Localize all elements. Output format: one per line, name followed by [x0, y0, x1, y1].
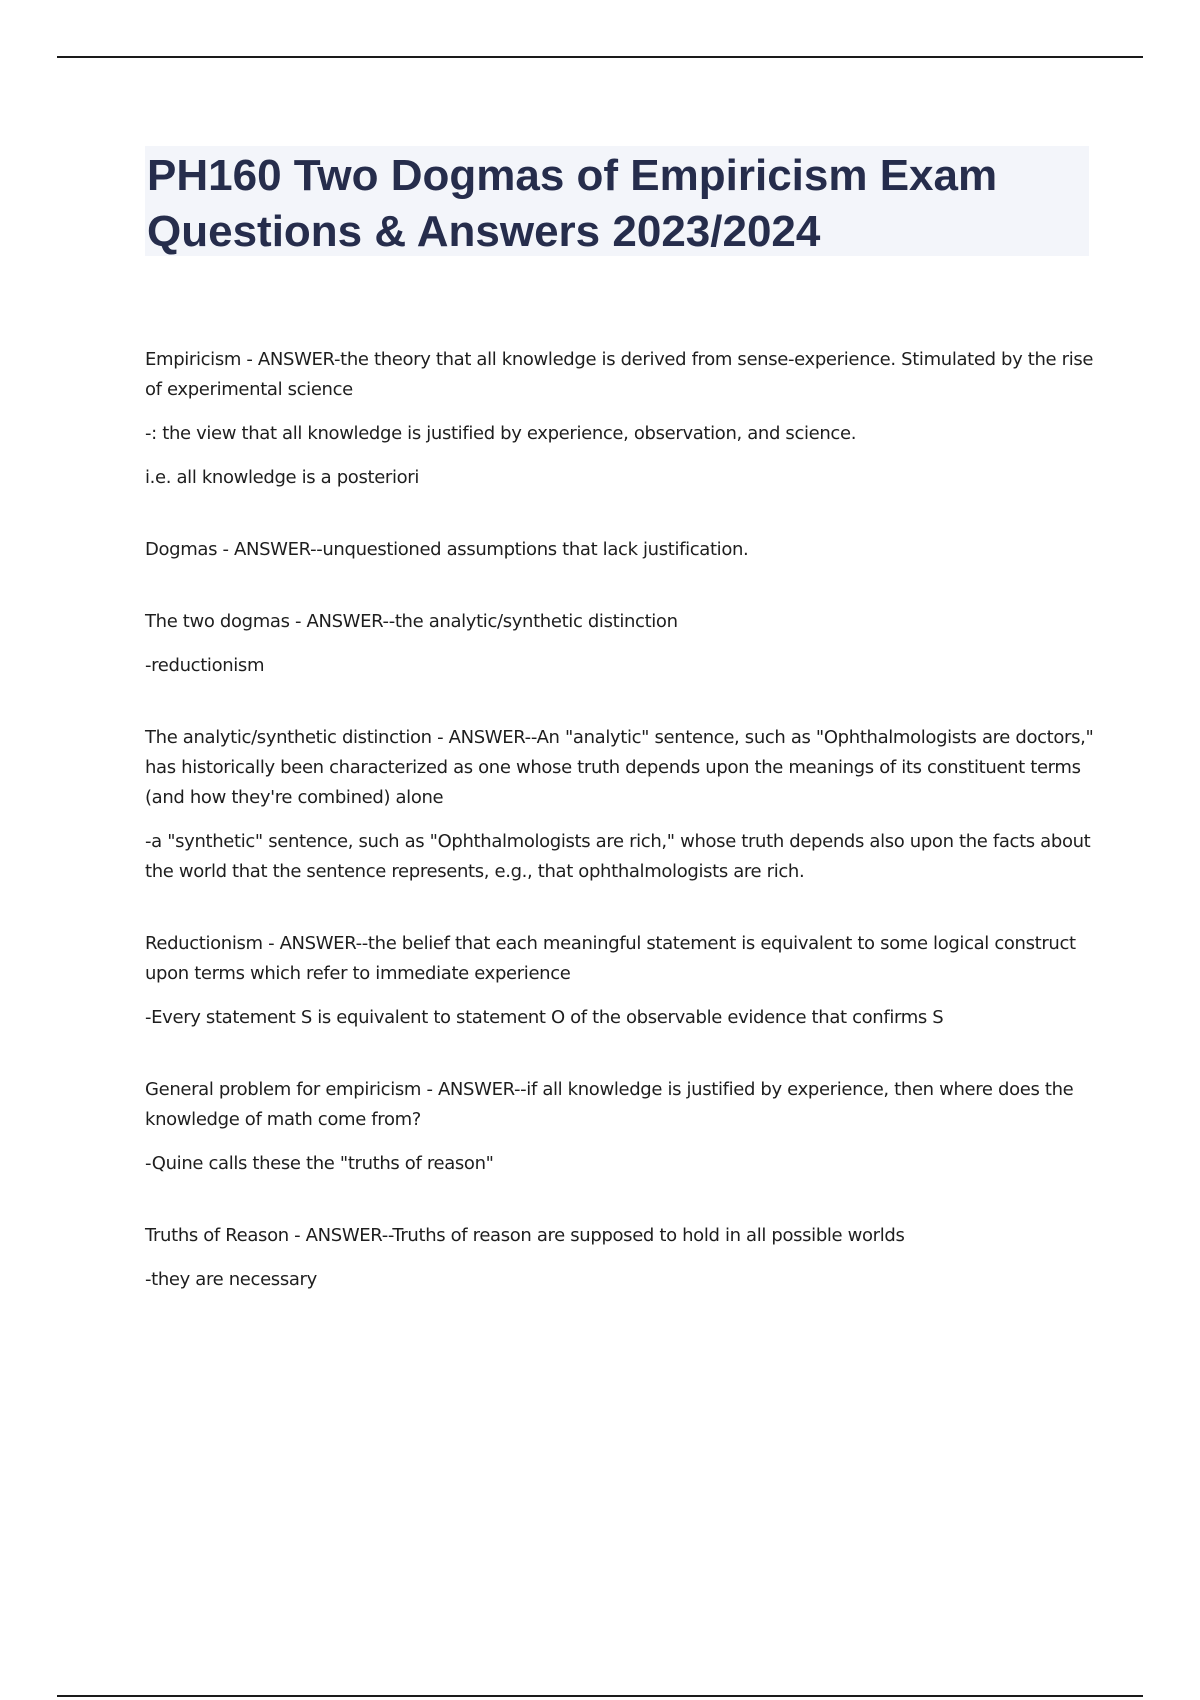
answer-paragraph: -Quine calls these the "truths of reason"	[145, 1153, 494, 1174]
qa-entry-dogmas	[145, 535, 1095, 565]
title-line-1: PH160 Two Dogmas of Empiricism Exam	[147, 151, 998, 200]
qa-entry-two-dogmas	[145, 607, 1095, 681]
answer-paragraph: Truths of Reason - ANSWER--Truths of reason are supposed to hold in all possible worlds	[145, 1225, 905, 1246]
answer-paragraph: The two dogmas - ANSWER--the analytic/synthetic distinction	[145, 611, 678, 632]
qa-entry-general-problem	[145, 1075, 1095, 1179]
document-title	[145, 146, 1089, 260]
answer-paragraph: -a "synthetic" sentence, such as "Ophthalmologists are rich," whose truth depends also upon the facts about the world that the sentence represents, e.g., that ophthalmologists are rich.	[145, 831, 1091, 882]
qa-entry-analytic-synthetic	[145, 723, 1095, 887]
answer-paragraph: i.e. all knowledge is a posteriori	[145, 467, 419, 488]
title-block	[145, 146, 1089, 256]
answer-paragraph: Empiricism - ANSWER-the theory that all knowledge is derived from sense-experience. Stimulated by the rise of experimental science	[145, 349, 1094, 400]
bottom-divider	[57, 1695, 1143, 1697]
title-line-2: Questions & Answers 2023/2024	[147, 207, 821, 256]
answer-paragraph: The analytic/synthetic distinction - ANSWER--An "analytic" sentence, such as "Ophthalmologists are doctors," has historically been characterized as one whose truth depends upon the meanings of its constituent terms (and how they're combined) alone	[145, 727, 1094, 808]
answer-paragraph: -: the view that all knowledge is justified by experience, observation, and science.	[145, 423, 857, 444]
qa-entry-empiricism	[145, 345, 1095, 493]
answer-paragraph: -Every statement S is equivalent to statement O of the observable evidence that confirms S	[145, 1007, 944, 1028]
qa-entry-truths-of-reason	[145, 1221, 1095, 1295]
answer-paragraph: General problem for empiricism - ANSWER--if all knowledge is justified by experience, then where does the knowledge of math come from?	[145, 1079, 1074, 1130]
qa-list	[145, 345, 1095, 1295]
top-divider	[57, 56, 1143, 58]
answer-paragraph: Dogmas - ANSWER--unquestioned assumptions that lack justification.	[145, 539, 749, 560]
answer-paragraph: -reductionism	[145, 655, 265, 676]
answer-paragraph: -they are necessary	[145, 1269, 317, 1290]
answer-paragraph: Reductionism - ANSWER--the belief that each meaningful statement is equivalent to some logical construct upon terms which refer to immediate experience	[145, 933, 1076, 984]
qa-entry-reductionism	[145, 929, 1095, 1033]
